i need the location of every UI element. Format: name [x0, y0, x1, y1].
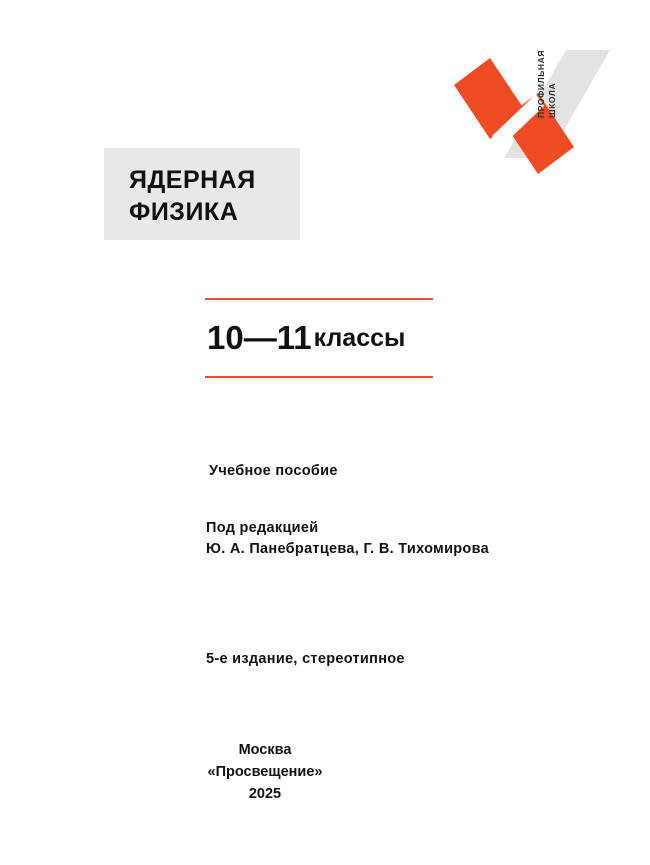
- logo-text: [536, 50, 558, 118]
- profile-school-logo: [440, 40, 610, 200]
- imprint-year: 2025: [248, 786, 282, 802]
- title-line-1: ЯДЕРНАЯ: [129, 166, 256, 194]
- manual-type: Учебное пособие: [209, 463, 338, 479]
- imprint-city: Москва: [238, 742, 292, 758]
- grade-block: [205, 298, 433, 378]
- imprint: [200, 739, 330, 805]
- imprint-publisher: «Просвещение»: [207, 764, 323, 780]
- edited-by-label: Под редакцией: [206, 520, 319, 536]
- page-title: [104, 148, 300, 240]
- grade-rule-bottom: [205, 376, 433, 378]
- editors-names: Ю. А. Панебратцева, Г. В. Тихомирова: [206, 541, 489, 557]
- grade-word: классы: [313, 323, 406, 352]
- title-line-2: ФИЗИКА: [129, 198, 239, 226]
- edition-info: 5-е издание, стереотипное: [206, 651, 405, 667]
- grade-number: 10—11: [207, 319, 312, 356]
- profile-school-logo-icon: [440, 40, 610, 200]
- logo-text-line2: ШКОЛА: [547, 82, 557, 118]
- grade-text: [205, 300, 433, 376]
- logo-text-line1: ПРОФИЛЬНАЯ: [536, 49, 546, 118]
